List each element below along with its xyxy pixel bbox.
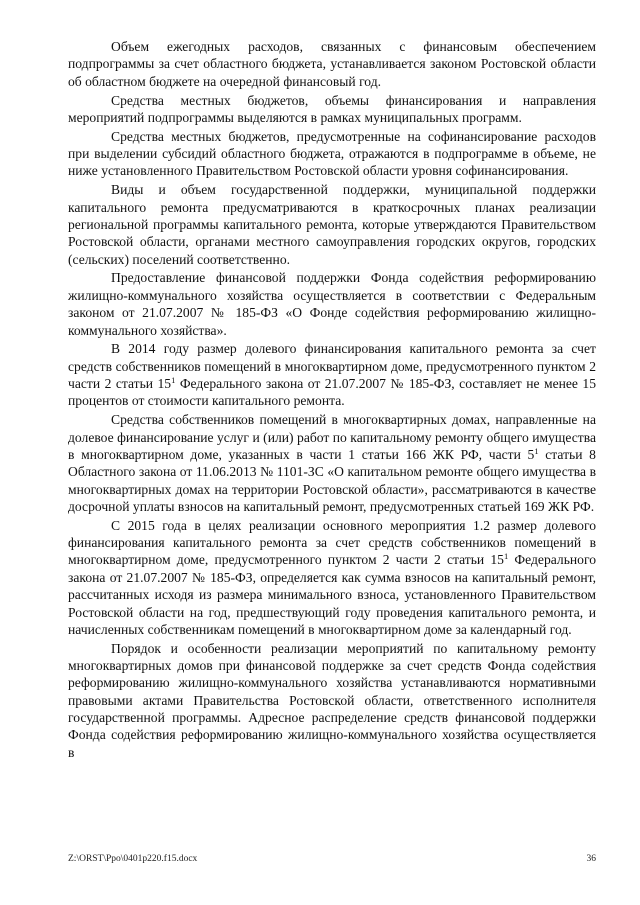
paragraph: [68, 38, 596, 90]
paragraph-text: Федерального закона от 21.07.2007 № 185-ФЗ, составляет не менее 15 процентов от стоимости капитального ремонта.: [68, 376, 596, 409]
superscript: 1: [503, 551, 509, 562]
paragraph: [68, 517, 596, 638]
paragraph-text: Предоставление финансовой поддержки Фонда содействия реформированию жилищно-коммунального хозяйства осуществляется в соответствии с Федеральным законом от 21.07.2007 № 185-ФЗ «О Фонде содействия реформированию жилищно-коммунального хозяйства».: [68, 270, 596, 338]
paragraph: [68, 411, 596, 515]
paragraph-text: Средства местных бюджетов, предусмотренные на софинансирование расходов при выделении субсидий областного бюджета, отражаются в подпрограмме в объеме, не ниже установленного Правительством Ростовской области уровня софинансирования.: [68, 128, 596, 179]
paragraph-text: Средства местных бюджетов, объемы финансирования и направления мероприятий подпрограммы выделяются в рамках муниципальных программ.: [68, 92, 596, 125]
document-body: [68, 38, 596, 761]
paragraph: [68, 92, 596, 127]
paragraph-text: С 2015 года в целях реализации основного мероприятия 1.2 размер долевого финансирования капитального ремонта за счет средств собственников помещений в многоквартирном доме, предусмотренного пунктом 2 части 2 статьи 15: [68, 517, 596, 568]
paragraph-text: Федерального закона от 21.07.2007 № 185-ФЗ, определяется как сумма взносов на капитальный ремонт, рассчитанных исходя из размера минимального взноса, установленного Правительством Ростовской области на год, предшествующий году проведения капитального ремонта, и начисленных собственникам помещений в многоквартирном доме за календарный год.: [68, 552, 596, 637]
paragraph-text: В 2014 году размер долевого финансирования капитального ремонта за счет средств собственников помещений в многоквартирном доме, предусмотренного пунктом 2 части 2 статьи 15: [68, 341, 596, 392]
paragraph: [68, 128, 596, 180]
paragraph: [68, 269, 596, 338]
paragraph-text: Средства собственников помещений в многоквартирных домах, направленные на долевое финансирование услуг и (или) работ по капитальному ремонту общего имущества в многоквартирном доме, указанных в части 1 статьи 166 ЖК РФ, части 5: [68, 412, 596, 462]
paragraph: [68, 640, 596, 761]
page-number: 36: [586, 854, 596, 864]
paragraph: [68, 181, 596, 268]
superscript: 1: [171, 375, 176, 386]
paragraph-text: статьи 8 Областного закона от 11.06.2013 № 1101-ЗС «О капитальном ремонте общего имущества в многоквартирных домах на территории Ростовской области», рассматриваются в качестве досрочной уплаты взносов на капитальный ремонт, предусмотренных статьей 169 ЖК РФ.: [68, 446, 596, 514]
paragraph-text: Объем ежегодных расходов, связанных с финансовым обеспечением подпрограммы за счет областного бюджета, устанавливается законом Ростовской области об областном бюджете на очередной финансовый год.: [68, 39, 596, 89]
superscript: 1: [534, 445, 539, 456]
paragraph-text: Порядок и особенности реализации мероприятий по капитальному ремонту многоквартирных домов при финансовой поддержке за счет средств Фонда содействия реформированию жилищно-коммунального хозяйства устанавливаются нормативными правовыми актами Правительства Ростовской области, ответственного исполнителя государственной программы. Адресное распределение средств финансовой поддержки Фонда содействия реформированию жилищно-коммунального хозяйства осуществляется в: [68, 640, 596, 760]
file-path: Z:\ORST\Ppo\0401p220.f15.docx: [68, 854, 198, 864]
paragraph-text: Виды и объем государственной поддержки, муниципальной поддержки капитального ремонта предусматриваются в краткосрочных планах реализации региональной программы капитального ремонта, которые утверждаются Правительством Ростовской области, органами местного самоуправления городских округов, городских (сельских) поселений соответственно.: [68, 182, 596, 267]
paragraph: [68, 340, 596, 409]
